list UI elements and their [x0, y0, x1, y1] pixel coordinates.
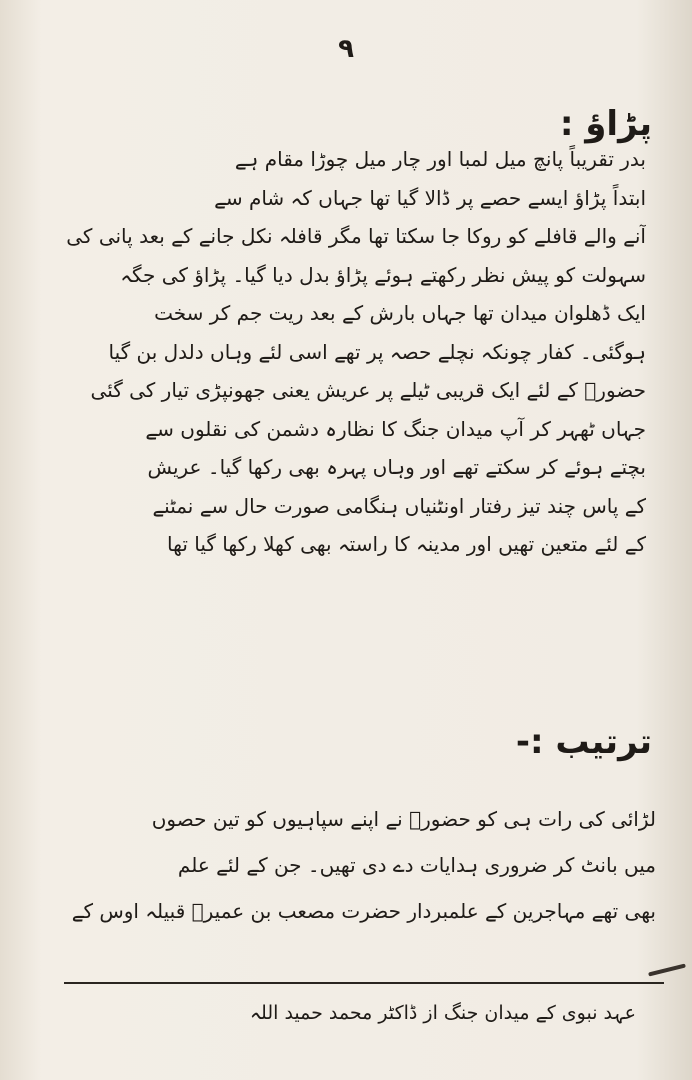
text-line: بدر تقریباً پانچ میل لمبا اور چار میل چوڑا مقام ہے: [234, 147, 646, 171]
section-heading-formation: ترتیب :-: [515, 722, 652, 762]
footnote-divider: [64, 982, 664, 984]
section-body-formation: [56, 796, 656, 934]
text-line: ابتداً پڑاؤ ایسے حصے پر ڈالا گیا تھا جہاں کہ شام سے: [214, 185, 646, 210]
text-line: کے پاس چند تیز رفتار اونٹنیاں ہنگامی صورت حال سے نمٹنے: [152, 493, 646, 518]
section-body-camp: [56, 140, 646, 564]
footnote: عہد نبوی کے میدان جنگ از ڈاکٹر محمد حمید اللہ: [249, 1002, 636, 1024]
text-line: جہاں ٹھہر کر آپ میدان جنگ کا نظارہ دشمن کی نقلوں سے: [145, 416, 646, 441]
text-line: میں بانٹ کر ضروری ہدایات دے دی تھیں۔ جن کے لئے علم: [177, 853, 656, 877]
text-line: ایک ڈھلوان میدان تھا جہاں بارش کے بعد ریت جم کر سخت: [154, 301, 646, 325]
text-line: سہولت کو پیش نظر رکھتے ہوئے پڑاؤ بدل دیا گیا۔ پڑاؤ کی جگہ: [120, 262, 646, 287]
text-line: آنے والے قافلے کو روکا جا سکتا تھا مگر قافلہ نکل جانے کے بعد پانی کی: [66, 224, 646, 248]
text-line: لڑائی کی رات ہی کو حضورؐ نے اپنے سپاہیوں کو تین حصوں: [151, 807, 656, 831]
page-number: ۹: [338, 34, 354, 64]
text-line: ہوگئی۔ کفار چونکہ نچلے حصہ پر تھے اسی لئے وہاں دلدل بن گیا: [108, 339, 646, 364]
text-line: بچتے ہوئے کر سکتے تھے اور وہاں پہرہ بھی رکھا گیا۔ عریش: [147, 455, 646, 479]
ink-mark: [648, 963, 686, 976]
text-line: کے لئے متعین تھیں اور مدینہ کا راستہ بھی کھلا رکھا گیا تھا: [167, 532, 646, 556]
section-heading-camp: پڑاؤ :: [559, 104, 652, 144]
text-line: بھی تھے مہاجرین کے علمبردار حضرت مصعب بن عمیرؓ قبیلہ اوس کے: [71, 899, 656, 923]
text-line: حضورؐ کے لئے ایک قریبی ٹیلے پر عریش یعنی جھونپڑی تیار کی گئی: [90, 378, 646, 402]
